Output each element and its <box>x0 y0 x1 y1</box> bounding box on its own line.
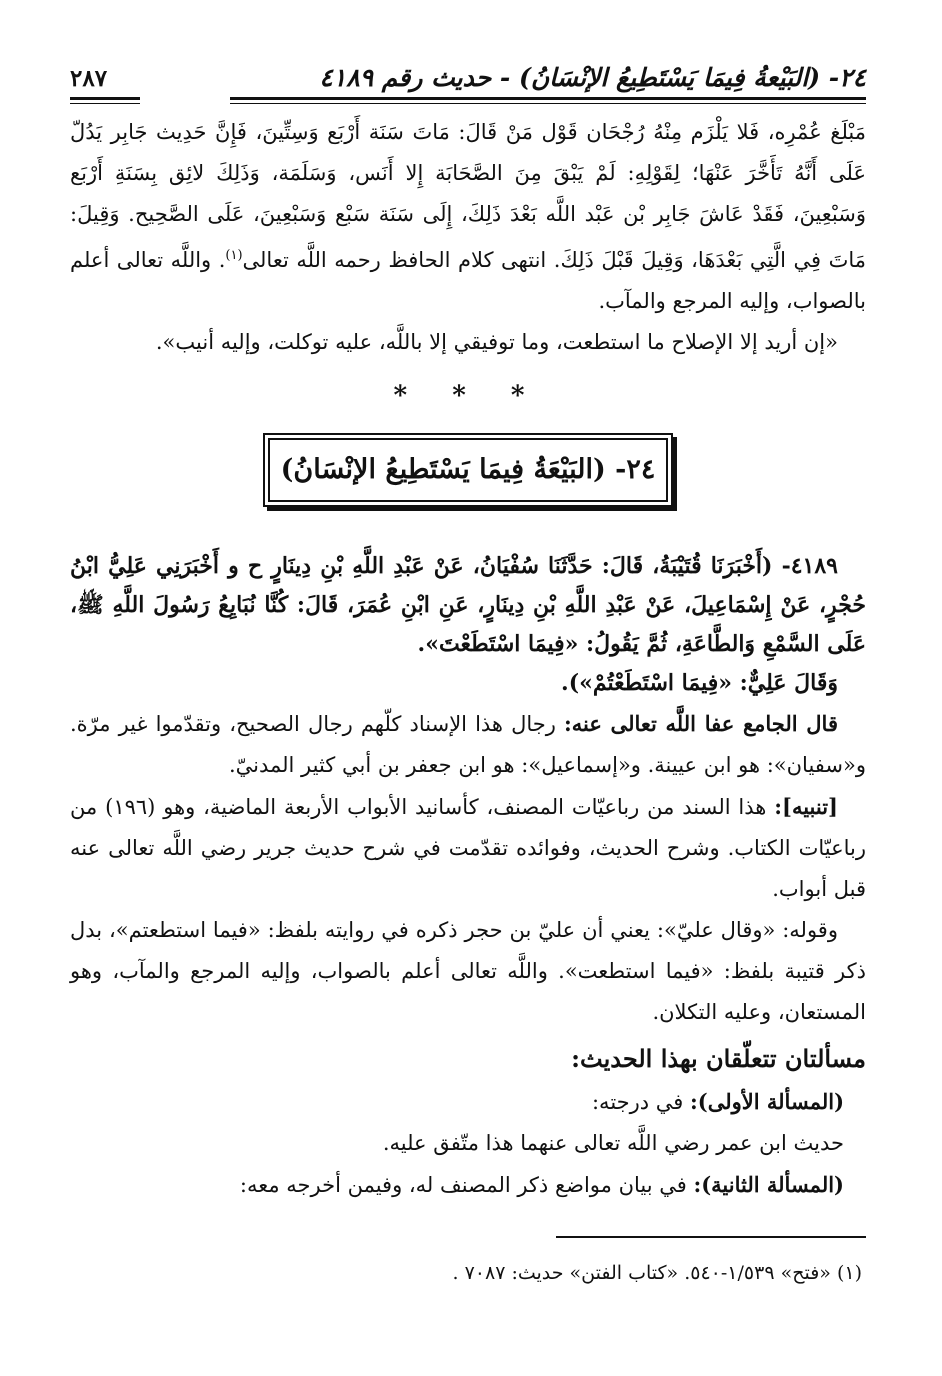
running-header <box>70 48 866 92</box>
hadith-addendum: وَقَالَ عَلِيٌّ: «فِيمَا اسْتَطَعْتُمْ»). <box>561 670 838 696</box>
commentary-ending: . واللَّه تعالى أعلم بالصواب، وإليه المرجع والمآب. <box>70 248 866 313</box>
footnote: (١) «فتح» ١/٥٣٩-٥٤٠. «كتاب الفتن» حديث: ٧٠٨٧ . <box>452 1262 862 1284</box>
section-separator: * * * <box>393 381 543 411</box>
footnote-divider <box>556 1236 866 1238</box>
qawluhu-paragraph: وقوله: «وقال عليّ»: يعني أن عليّ بن حجر ذكره في روايته بلفظ: «فيما استطعتم»، بدل ذكر قتيبة بلفظ: «فيما استطعت». واللَّه تعالى أعلم بالصواب، وإليه المرجع والمآب، وهو المستعان، وعليه التكلان. <box>70 918 866 1024</box>
masala-2-lead: (المسألة الثانية): <box>693 1172 844 1197</box>
paragraph-commentary <box>70 112 866 322</box>
footnote-marker[interactable]: (١) <box>225 248 243 263</box>
chapter-title: ٢٤- (البَيْعَةُ فِيمَا يَسْتَطِيعُ الإنْسَانُ) <box>268 438 668 502</box>
page <box>70 48 866 1290</box>
header-rule <box>70 94 866 108</box>
masala-1-lead: (المسألة الأولى): <box>690 1089 844 1114</box>
tanbih-lead: [تنبيه]: <box>774 794 838 819</box>
masala-2-topic: في بيان مواضع ذكر المصنف له، وفيمن أخرجه معه: <box>239 1173 687 1197</box>
page-number: ٢٨٧ <box>70 65 108 92</box>
tanbih-text: هذا السند من رباعيّات المصنف، كأسانيد الأبواب الأربعة الماضية، وهو (١٩٦) من رباعيّات الكتاب. وشرح الحديث، وفوائده تقدّمت في شرح حديث جرير رضي اللَّه تعالى عنه قبل أبواب. <box>70 795 866 901</box>
tanbih-note <box>70 786 866 910</box>
masala-1-body: حديث ابن عمر رضي اللَّه تعالى عنهما هذا متّفق عليه. <box>382 1131 844 1155</box>
jami-comment <box>70 703 866 786</box>
closing-dua: «إن أريد إلا الإصلاح ما استطعت، وما توفيقي إلا باللَّه، عليه توكلت، وإليه أنيب». <box>155 330 838 354</box>
jami-text: رجال هذا الإسناد كلّهم رجال الصحيح، وتقدّموا غير مرّة. و«سفيان»: هو ابن عيينة. و«إسماعيل»: هو ابن جعفر بن أبي كثير المدنيّ. <box>70 712 866 777</box>
hadith-text: ٤١٨٩- (أَخْبَرَنَا قُتَيْبَةُ، قَالَ: حَدَّثَنَا سُفْيَانُ، عَنْ عَبْدِ اللَّهِ بْنِ دِينَارٍ ح و أَخْبَرَنِي عَلِيُّ ابْنُ حُجْرٍ، عَنْ إِسْمَاعِيلَ، عَنْ عَبْدِ اللَّهِ بْنِ دِينَارٍ، عَنِ ابْنِ عُمَرَ، قَالَ: كُنَّا نُبَايِعُ رَسُولَ اللَّهِ ﷺ، عَلَى السَّمْعِ وَالطَّاعَةِ، ثُمَّ يَقُولُ: «فِيمَا اسْتَطَعْتَ». <box>70 553 866 657</box>
masala-2-heading <box>70 1164 866 1206</box>
masala-1-heading <box>70 1081 866 1123</box>
running-title: ٢٤- (البَيْعةُ فِيمَا يَسْتَطِيعُ الإنْسَانُ) - حديث رقم ٤١٨٩ <box>319 63 866 92</box>
masala-1-topic: في درجته: <box>591 1090 684 1114</box>
chapter-heading-box <box>263 433 673 507</box>
commentary-text: مَبْلَغ عُمْرِه، فَلا يَلْزَم مِنْهُ رُجْحَان قَوْل مَنْ قَالَ: مَاتَ سَنَة أَرْبَع وَسِتِّينَ، فَإِنَّ حَدِيث جَابِر يَدُلّ عَلَى أَنَّهُ تَأَخَّرَ عَنْهَا؛ لِقَوْلِهِ: لَمْ يَبْقَ مِنَ الصَّحَابَة إِلا أَنَس، وَسَلَمَة، وَذَلِكَ لائِق بِسَنَةِ أَرْبَع وَسَبْعِينَ، فَقَدْ عَاشَ جَابِر بْن عَبْد اللَّه بَعْدَ ذَلِكَ، إِلَى سَنَة سَبْع وَسَبْعِينَ، عَلَى الصَّحِيح. وَقِيلَ: مَاتَ فِي الَّتِي بَعْدَهَا، وَقِيلَ قَبْلَ ذَلِكَ. انتهى كلام الحافظ رحمه اللَّه تعالى <box>70 120 866 272</box>
section-title: مسألتان تتعلّقان بهذا الحديث: <box>571 1044 866 1073</box>
jami-lead: قال الجامع عفا اللَّه تعالى عنه: <box>563 711 838 736</box>
